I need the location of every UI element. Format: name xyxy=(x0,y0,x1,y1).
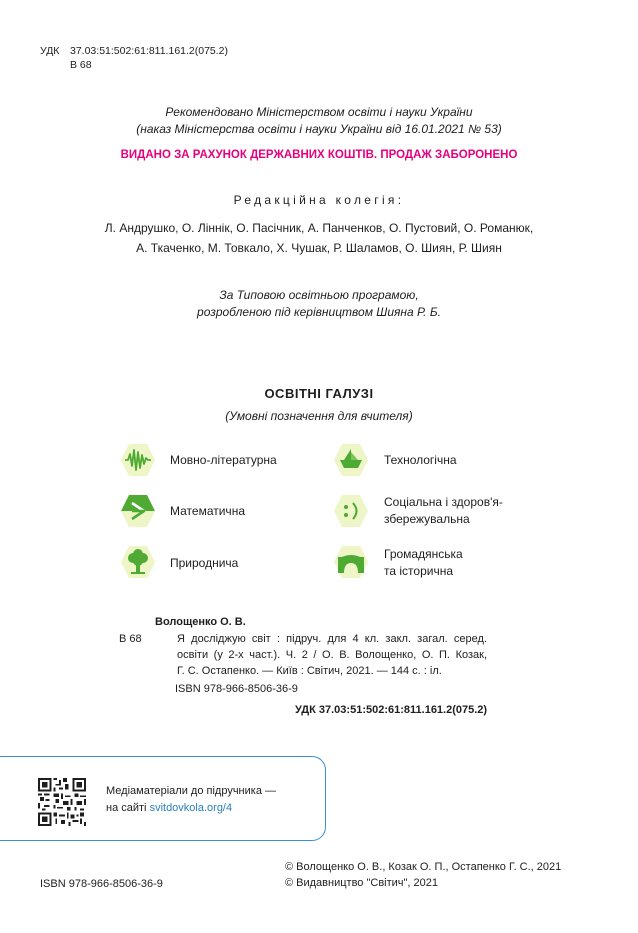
catalog-udk: УДК 37.03:51:502:61:811.161.2(075.2) xyxy=(295,704,488,716)
editorial-names xyxy=(0,218,638,258)
media-line-2-prefix: на сайті xyxy=(106,802,150,814)
paper-boat-icon xyxy=(333,443,369,477)
program-line-2: розробленою під керівництвом Шияна Р. Б. xyxy=(197,305,441,319)
recommendation xyxy=(0,104,638,138)
catalog-code: В 68 xyxy=(119,633,142,645)
field-label-technology: Технологічна xyxy=(384,453,457,467)
editorial-names-line-2: А. Ткаченко, М. Товкало, Х. Чушак, Р. Шаламов, О. Шиян, Р. Шиян xyxy=(136,241,502,255)
field-label-language: Мовно-літературна xyxy=(170,453,277,467)
tree-icon xyxy=(120,545,156,579)
field-label-civic-line-1: Громадянська xyxy=(384,547,463,561)
media-line-1: Медіаматеріали до підручника — xyxy=(106,785,276,797)
recommendation-line-2: (наказ Міністерства освіти і науки України від 16.01.2021 № 53) xyxy=(136,122,502,136)
catalog-line-1: Я досліджую світ : підруч. для 4 кл. закл. загал. серед. xyxy=(177,633,487,645)
field-label-social xyxy=(384,494,503,528)
catalog-description xyxy=(177,631,487,679)
qr-code-icon[interactable] xyxy=(38,778,86,826)
free-distribution-notice: ВИДАНО ЗА РАХУНОК ДЕРЖАВНИХ КОШТІВ. ПРОДАЖ ЗАБОРОНЕНО xyxy=(120,149,518,161)
field-label-math: Математична xyxy=(170,504,245,518)
bottom-isbn: ISBN 978-966-8506-36-9 xyxy=(40,878,163,890)
field-label-social-line-2: збережувальна xyxy=(384,512,470,526)
field-label-civic xyxy=(384,546,463,580)
bbk-code: В 68 xyxy=(70,59,92,71)
program-line-1: За Типовою освітньою програмою, xyxy=(219,288,419,302)
media-text xyxy=(106,783,276,817)
editorial-names-line-1: Л. Андрушко, О. Ліннік, О. Пасічник, А. Панченков, О. Пустовий, О. Романюк, xyxy=(104,221,534,235)
catalog-author: Волощенко О. В. xyxy=(155,616,246,628)
bridge-icon xyxy=(333,545,369,579)
field-label-civic-line-2: та історична xyxy=(384,564,453,578)
field-label-nature: Природнича xyxy=(170,556,239,570)
recommendation-line-1: Рекомендовано Міністерством освіти і науки України xyxy=(165,105,473,119)
copyright xyxy=(285,859,561,891)
smile-face-icon xyxy=(333,494,369,528)
fields-subtitle: (Умовні позначення для вчителя) xyxy=(225,409,413,423)
copyright-publisher: © Видавництво "Світич", 2021 xyxy=(285,877,439,889)
field-label-social-line-1: Соціальна і здоров'я- xyxy=(384,495,503,509)
catalog-isbn: ISBN 978-966-8506-36-9 xyxy=(175,683,298,695)
catalog-line-2: освіти (у 2-х част.). Ч. 2 / О. В. Волощенко, О. П. Козак, xyxy=(177,649,487,661)
soundwave-icon xyxy=(120,443,156,477)
editorial-heading: Редакційна колегія: xyxy=(233,193,405,207)
greater-than-icon xyxy=(120,494,156,528)
fields-title: ОСВІТНІ ГАЛУЗІ xyxy=(264,386,374,401)
catalog-line-3: Г. С. Остапенко. — Київ : Світич, 2021. — 144 с. : іл. xyxy=(177,665,442,677)
udk-block xyxy=(40,44,228,72)
program-note xyxy=(0,287,638,321)
media-link[interactable]: svitdovkola.org/4 xyxy=(149,802,233,814)
media-line-2 xyxy=(106,800,276,817)
udk-label: УДК xyxy=(40,45,60,57)
udk-code: 37.03:51:502:61:811.161.2(075.2) xyxy=(70,45,229,57)
copyright-authors: © Волощенко О. В., Козак О. П., Остапенко Г. С., 2021 xyxy=(285,861,562,873)
